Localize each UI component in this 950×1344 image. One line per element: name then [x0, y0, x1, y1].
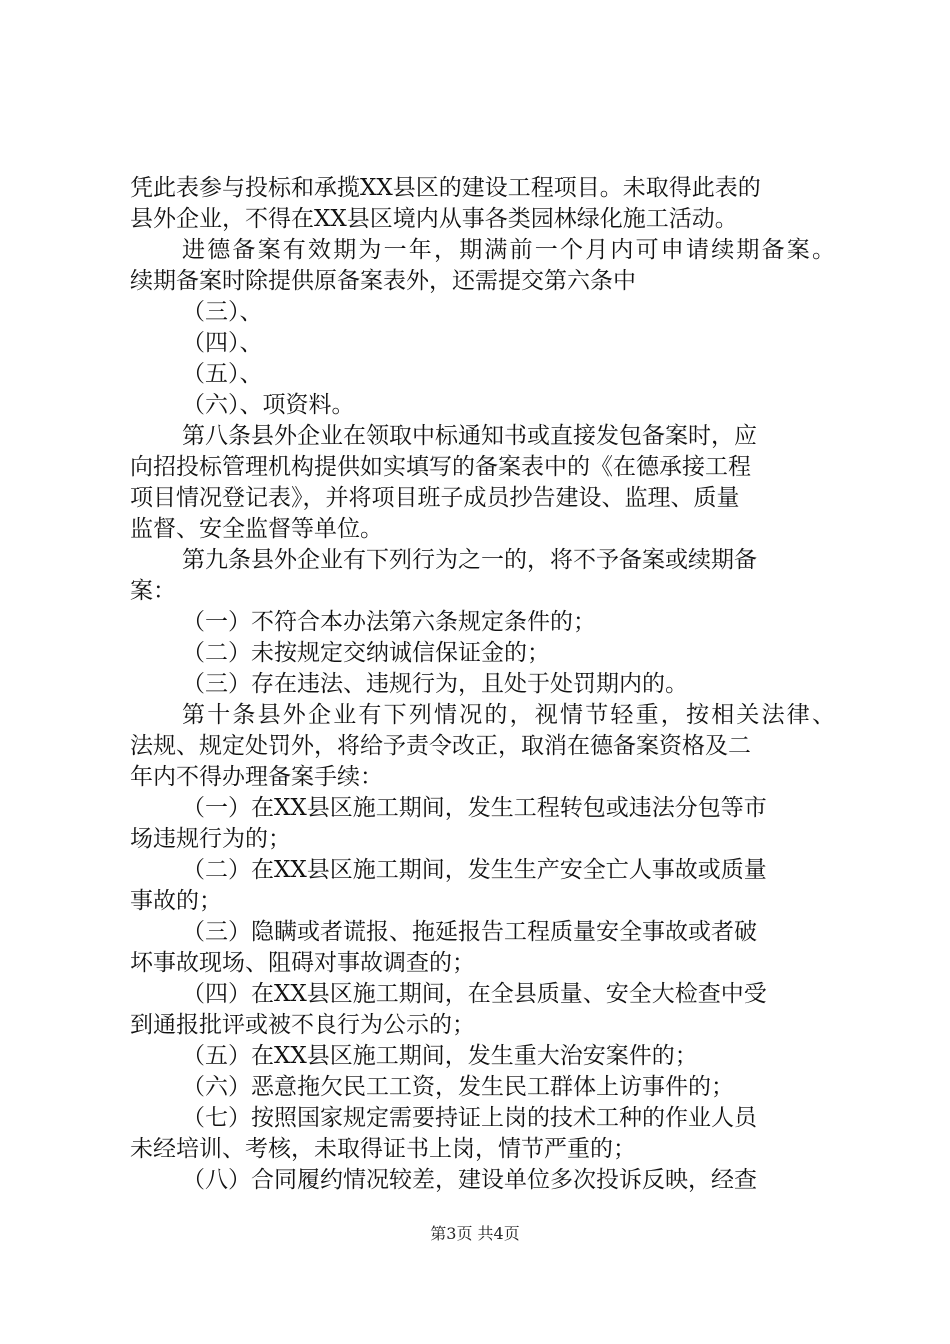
text-line: （五）在XX县区施工期间，发生重大治安案件的；: [182, 1043, 698, 1069]
text-line: （三）、: [182, 299, 263, 325]
text-line: 项目情况登记表》，并将项目班子成员抄告建设、监理、质量: [130, 485, 740, 511]
text-line: 第八条县外企业在领取中标通知书或直接发包备案时，应: [182, 423, 757, 449]
text-line: 监督、安全监督等单位。: [130, 516, 383, 542]
text-line: （四）在XX县区施工期间，在全县质量、安全大检查中受: [182, 981, 767, 1007]
text-line: 续期备案时除提供原备案表外，还需提交第六条中: [130, 268, 636, 294]
text-line: （二）在XX县区施工期间，发生生产安全亡人事故或质量: [182, 857, 767, 883]
text-line: 第十条县外企业有下列情况的，视情节轻重，按相关法律、: [182, 702, 838, 728]
text-line: 凭此表参与投标和承揽XX县区的建设工程项目。未取得此表的: [130, 175, 761, 201]
text-line: （二）未按规定交纳诚信保证金的；: [182, 640, 550, 666]
text-line: （一）在XX县区施工期间，发生工程转包或违法分包等市: [182, 795, 767, 821]
text-line: 到通报批评或被不良行为公示的；: [130, 1012, 475, 1038]
text-line: （五）、: [182, 361, 263, 387]
text-line: 事故的；: [130, 888, 222, 914]
text-line: （六）、项资料。: [182, 392, 355, 418]
text-line: （八）合同履约情况较差，建设单位多次投诉反映，经查: [182, 1167, 757, 1193]
text-line: 未经培训、考核，未取得证书上岗，情节严重的；: [130, 1136, 636, 1162]
text-line: （三）隐瞒或者谎报、拖延报告工程质量安全事故或者破: [182, 919, 757, 945]
text-line: （六）恶意拖欠民工工资，发生民工群体上访事件的；: [182, 1074, 734, 1100]
text-line: （七）按照国家规定需要持证上岗的技术工种的作业人员: [182, 1105, 757, 1131]
document-body: [130, 173, 838, 1196]
text-line: 县外企业，不得在XX县区境内从事各类园林绿化施工活动。: [130, 206, 738, 232]
text-line: 场违规行为的；: [130, 826, 291, 852]
text-line: 年内不得办理备案手续：: [130, 764, 383, 790]
text-line: 进德备案有效期为一年，期满前一个月内可申请续期备案。: [182, 237, 838, 263]
text-line: 第九条县外企业有下列行为之一的，将不予备案或续期备: [182, 547, 757, 573]
text-line: （三）存在违法、违规行为，且处于处罚期内的。: [182, 671, 688, 697]
text-line: 向招投标管理机构提供如实填写的备案表中的《在德承接工程: [130, 454, 751, 480]
text-line: （一）不符合本办法第六条规定条件的；: [182, 609, 596, 635]
text-line: （四）、: [182, 330, 263, 356]
page-footer: 第3页 共4页: [430, 1224, 520, 1243]
text-line: 坏事故现场、阻碍对事故调查的；: [130, 950, 475, 976]
text-line: 法规、规定处罚外，将给予责令改正，取消在德备案资格及二: [130, 733, 751, 759]
text-line: 案：: [130, 578, 176, 604]
